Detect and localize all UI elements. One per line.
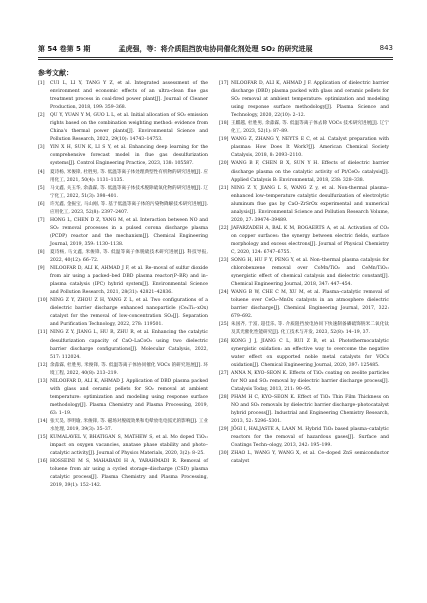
reference-text: 夏诗杨, 马文鑫, 米俊锋, 等. 低温等离子体脱硫技术研究进展[J]. 科技导报, 2022, 40(12): 66–72. [50, 249, 208, 264]
reference-item [38, 329, 208, 361]
reference-text: NILOOFAR D, ALI K, AHMAD J. Application of DBD plasma packed with glass and ceramic pellets for SO₂ removal at ambient temperature: optimization and modeling using response surface methodology[J]. Plasma Chemistry and Plasma Processing, 2019, 63: 1–19. [50, 378, 208, 416]
reference-item [38, 362, 208, 378]
running-header [38, 44, 393, 56]
page-number: 843 [379, 44, 393, 52]
reference-number: [7] [38, 217, 45, 223]
reference-item [38, 249, 208, 265]
reference-number: [29] [219, 427, 229, 433]
reference-text: NING Z Y, ZHOU Z H, YANG Z L, et al. Two configurations of a dielectric barrier discharge enhanced nanoparticle (Ce₄Ti₁–xOx) catalyst for the removal of low-concentration SO₂[J]. Separation and Purification Technology, 2022, 278: 119501. [50, 298, 208, 328]
reference-text: PHAM H C, KYO–SEON K. Effect of TiO₂ Thin Film Thickness on NO and SO₂ removals by dielectric barrier discharge–photocatalyst hybrid process[J]. Industrial and Engineering Chemistry Research, 2013, 52: 5296–5301. [231, 394, 389, 424]
reference-text: WANG B F, CHEN B X, SUN Y H. Effects of dielectric barrier discharge plasma on the catalytic activity of Pt/CeO₂ catalysis[J]. Applied Catalysis B: Environmental, 2018, 238: 328–338. [231, 161, 389, 183]
reference-item [219, 450, 389, 466]
reference-number: [19] [219, 137, 229, 143]
reference-text: KUMALAVEL V, BHATIGAN S, MATHEW S, et al. Mo doped TiO₂: impact on oxygen vacancies, anatase phase stability and photo–catalytic activity[J]. Journal of Physics Materials, 2020, 3(2): 8–25. [50, 435, 208, 457]
reference-number: [30] [219, 451, 229, 457]
reference-text: NILOOFAR D, ALI K, AHMAD J F, et al. Re–moval of sulfur dioxide from air using a packed–bed DBD plasma reactor(P–BR) and in–plasma catalysis (IPC) hybrid system[J]. Environmental Science and Pollution Research, 2021, 28(31): 42821–42836. [50, 266, 208, 296]
reference-number: [15] [38, 435, 48, 441]
reference-number: [27] [219, 370, 229, 376]
reference-item [219, 321, 389, 337]
reference-item [38, 169, 208, 185]
reference-item [219, 338, 389, 370]
reference-number: [11] [38, 330, 48, 336]
reference-item [38, 201, 208, 217]
reference-item [219, 426, 389, 450]
reference-text: 许光鑫, 金振宝, 马山刚, 等. 基于低温等离子体的污染物降解技术研究进展[J]. 应用化工, 2023, 52(8): 2397–2407. [50, 201, 208, 215]
reference-text: HOSSEINI M S, MAHABADI H A, YARAHMADI R. Removal of toluene from air using a cycled storage–discharge (CSD) plasma catalytic process[J]. Plasma Chemistry and Plasma Processing, 2019, 39(1): 152–142. [50, 459, 208, 489]
reference-number: [9] [38, 266, 45, 272]
reference-item [219, 257, 389, 289]
reference-text: NILOOFAR D, ALI K, AHMAD J F. Application of dielectric barrier discharge (DBD) plasma packed with glass and ceramic pellets for SO₂ removal at ambient temperature: optimization and modeling using response surface methodology[J]. Plasma Science and Technology, 2020, 22(10): 2–12. [231, 81, 389, 119]
reference-number: [21] [219, 185, 229, 191]
reference-number: [23] [219, 258, 229, 264]
reference-text: NING Z Y, JIANG L S, WANG Z y, et al. Non-thermal plasma–enhanced low–temperature catalytic desulfurization of electrolytic aluminum flue gas by CaO–ZrSrOx experimental and numerical analysis[J]. Environmental Science and Pollution Research Volume, 2020, 27: 39474–39489. [231, 185, 389, 223]
reference-number: [5] [38, 185, 45, 191]
reference-number: [3] [38, 145, 45, 151]
reference-item [219, 80, 389, 120]
header-rule-top [38, 57, 393, 58]
reference-item [38, 418, 208, 434]
references-heading: 参考文献： [38, 69, 73, 77]
reference-text: 夏诗杨, 米俊锋, 杜胜男, 等. 低温等离子体处理典型性有机物的研究进展[J]. 应用化工, 2021, 50(4): 1131–1135. [50, 169, 208, 183]
reference-text: 张天昊, 李明瑜, 米俊锋, 等. 磁场对脱硫效果和电晕放电电弧光的影响[J]. 工业水处理, 2019, 39(3): 35–37. [50, 418, 208, 433]
reference-number: [6] [38, 201, 45, 207]
reference-item [219, 120, 389, 136]
reference-text: HONG L, CHEN D Z, YANG M, et al. Interaction between NO and SO₂ removal processes in a pulsed corona discharge plasma (PCDP) reactor and the mechanism[J]. Chemical Engineering Journal, 2019, 359: 1130–1138. [50, 217, 208, 247]
reference-number: [16] [38, 459, 48, 465]
reference-item [219, 136, 389, 160]
reference-item [38, 80, 208, 112]
reference-item [38, 297, 208, 329]
reference-number: [28] [219, 394, 229, 400]
reference-text: WANG Z, ZHANG Y, NEYTS E C, et al. Catalyst preparation with plasmas: How Does It Work?[J]. American Chemical Society Catalysis, 2018, 8: 2093–2110. [231, 137, 389, 159]
reference-item [38, 112, 208, 144]
reference-item [38, 144, 208, 168]
header-rule-bottom [38, 59, 393, 60]
reference-number: [13] [38, 378, 48, 384]
references-right-column [219, 80, 389, 466]
reference-item [219, 225, 389, 257]
reference-number: [25] [219, 322, 229, 328]
reference-item [219, 370, 389, 394]
reference-number: [4] [38, 169, 45, 175]
reference-item [219, 289, 389, 321]
reference-item [38, 458, 208, 490]
reference-text: 马文鑫, 关玉华, 余淼霖, 等. 低温等离子体技术脱除硫氧化物的研究进展[J]. 辽宁化工, 2022, 51(3): 398–401. [50, 185, 208, 199]
reference-number: [8] [38, 249, 45, 255]
reference-item [38, 217, 208, 249]
reference-number: [17] [219, 81, 229, 86]
reference-number: [18] [219, 121, 229, 127]
reference-item [38, 265, 208, 297]
reference-number: [24] [219, 290, 229, 296]
reference-number: [20] [219, 161, 229, 167]
reference-number: [22] [219, 225, 229, 231]
reference-item [38, 185, 208, 201]
reference-text: NING Z Y, JIANG L, HU R, ZHU R, et al. Enhancing the catalytic desulfurization capacity of CaO–LaCoO₃ using two dielectric barrier discharge configurations[J]. Molecular Catalysis, 2022, 517: 112024. [50, 330, 208, 360]
reference-text: ANNA N, KYO–SEON K. Effects of TiO₂ coating on zeolite particles for NO and SO₂ removal by dielectric barrier discharge process[J]. Catalysis Today, 2013, 211: 90–95. [231, 370, 389, 392]
reference-number: [2] [38, 113, 45, 119]
reference-item [219, 185, 389, 225]
reference-number: [12] [38, 362, 48, 368]
reference-text: KONG J J, JIANG C L, RUI Z B, et al. Photothermocatalytic synergistic oxidation: an effective way to overcome the negative water effect on supported noble metal catalysts for VOCs oxidation[J]. Chemical Engineering Journal, 2020, 397: 125485. [231, 338, 389, 368]
reference-number: [1] [38, 81, 45, 86]
reference-text: CUI L, LI Y, TANG Y Z, et al. Integrated assessment of the environment and economic effects of an ultra-clean flue gas treatment process in coal-fired power plant[J]. Journal of Cleaner Production, 2018, 199: 359–368. [50, 81, 208, 111]
reference-number: [10] [38, 298, 48, 304]
reference-text: QU Y, YUAN Y M, GUO L L, et al. Initial allocation of SO₂ emission rights based on the combination weighting method: evidence from China's thermal power plants[J]. Environmental Science and Pollution Research, 2022, 29(10): 14743–14753. [50, 113, 208, 143]
reference-text: SONG H, HU F Y, PENG Y, et al. Non–thermal plasma catalysis for chlorobenzene removal over CoMn/TiO₂ and CeMn/TiO₂: synergistic effect of chemical catalysis and dielectric constant[J]. Chemical Engineering Journal, 2018, 347: 447–454. [231, 258, 389, 288]
reference-text: 王麒越, 杜胜男, 余淼霖, 等. 低温等离子体去除 VOCs 技术研究进展[J]. 辽宁化工, 2023, 52(1): 87–89. [231, 121, 389, 135]
reference-text: 余淼霖, 杜胜男, 米俊锋, 等. 低温等离子体协同催化 VOCs 的研究进展[J]. 环境工程, 2022, 40(8): 213–219. [50, 362, 208, 376]
reference-text: JÖGI I, HALJASTE A, LAAN M. Hybrid TiO₂ based plasma–catalytic reactors for the removal of hazardous gases[J]. Surface and Coatings Techn–ology, 2013, 242: 195–199. [231, 427, 389, 449]
reference-text: WANG B W, CHE C M, XU M, et al. Plasma–catalytic removal of toluene over CeO₂–MnOx catalysts in an atmosphere dielectric barrier discharge[J]. Chemical Engineering Journal, 2017, 322: 679–692. [231, 290, 389, 320]
reference-text: ZHAO L, WANG Y, WANG X, et al. Ce–doped ZnS semiconductor catalyst [231, 451, 389, 465]
reference-text: 朱国齐, 于富, 超佳乐, 等. 介质阻挡放电协同下快速制备磷硫饰钠米二氧化钛及其光催化性能研究[J]. 化工技术与开发, 2023, 52(8): 14–19, 37. [231, 322, 389, 336]
reference-number: [26] [219, 338, 229, 344]
reference-item [38, 378, 208, 418]
reference-item [219, 160, 389, 184]
reference-number: [14] [38, 418, 48, 424]
reference-text: JAFARZADEH A, BAL K M, BOGAERTS A, et al. Activation of CO₂ on copper surfaces: the synergy between electric fields, surface morphology and excess electrons[J]. Journal of Physical Chemistry C, 2020, 124: 6747–6755. [231, 225, 389, 255]
reference-text: YIN X H, SUN K, LI S Y, et al. Enhancing deep learning for the comprehensive forecast model in flue gas desulfurization systems[J]. Control Engineering Practice, 2023, 138: 105587. [50, 145, 208, 167]
volume-issue: 第 54 卷第 5 期 [38, 45, 91, 53]
running-title: 孟虎强，等：将介质阻挡放电协同催化剂处理 SO₂ 的研究进展 [118, 45, 313, 53]
references-left-column [38, 80, 208, 490]
reference-item [38, 434, 208, 458]
reference-item [219, 394, 389, 426]
